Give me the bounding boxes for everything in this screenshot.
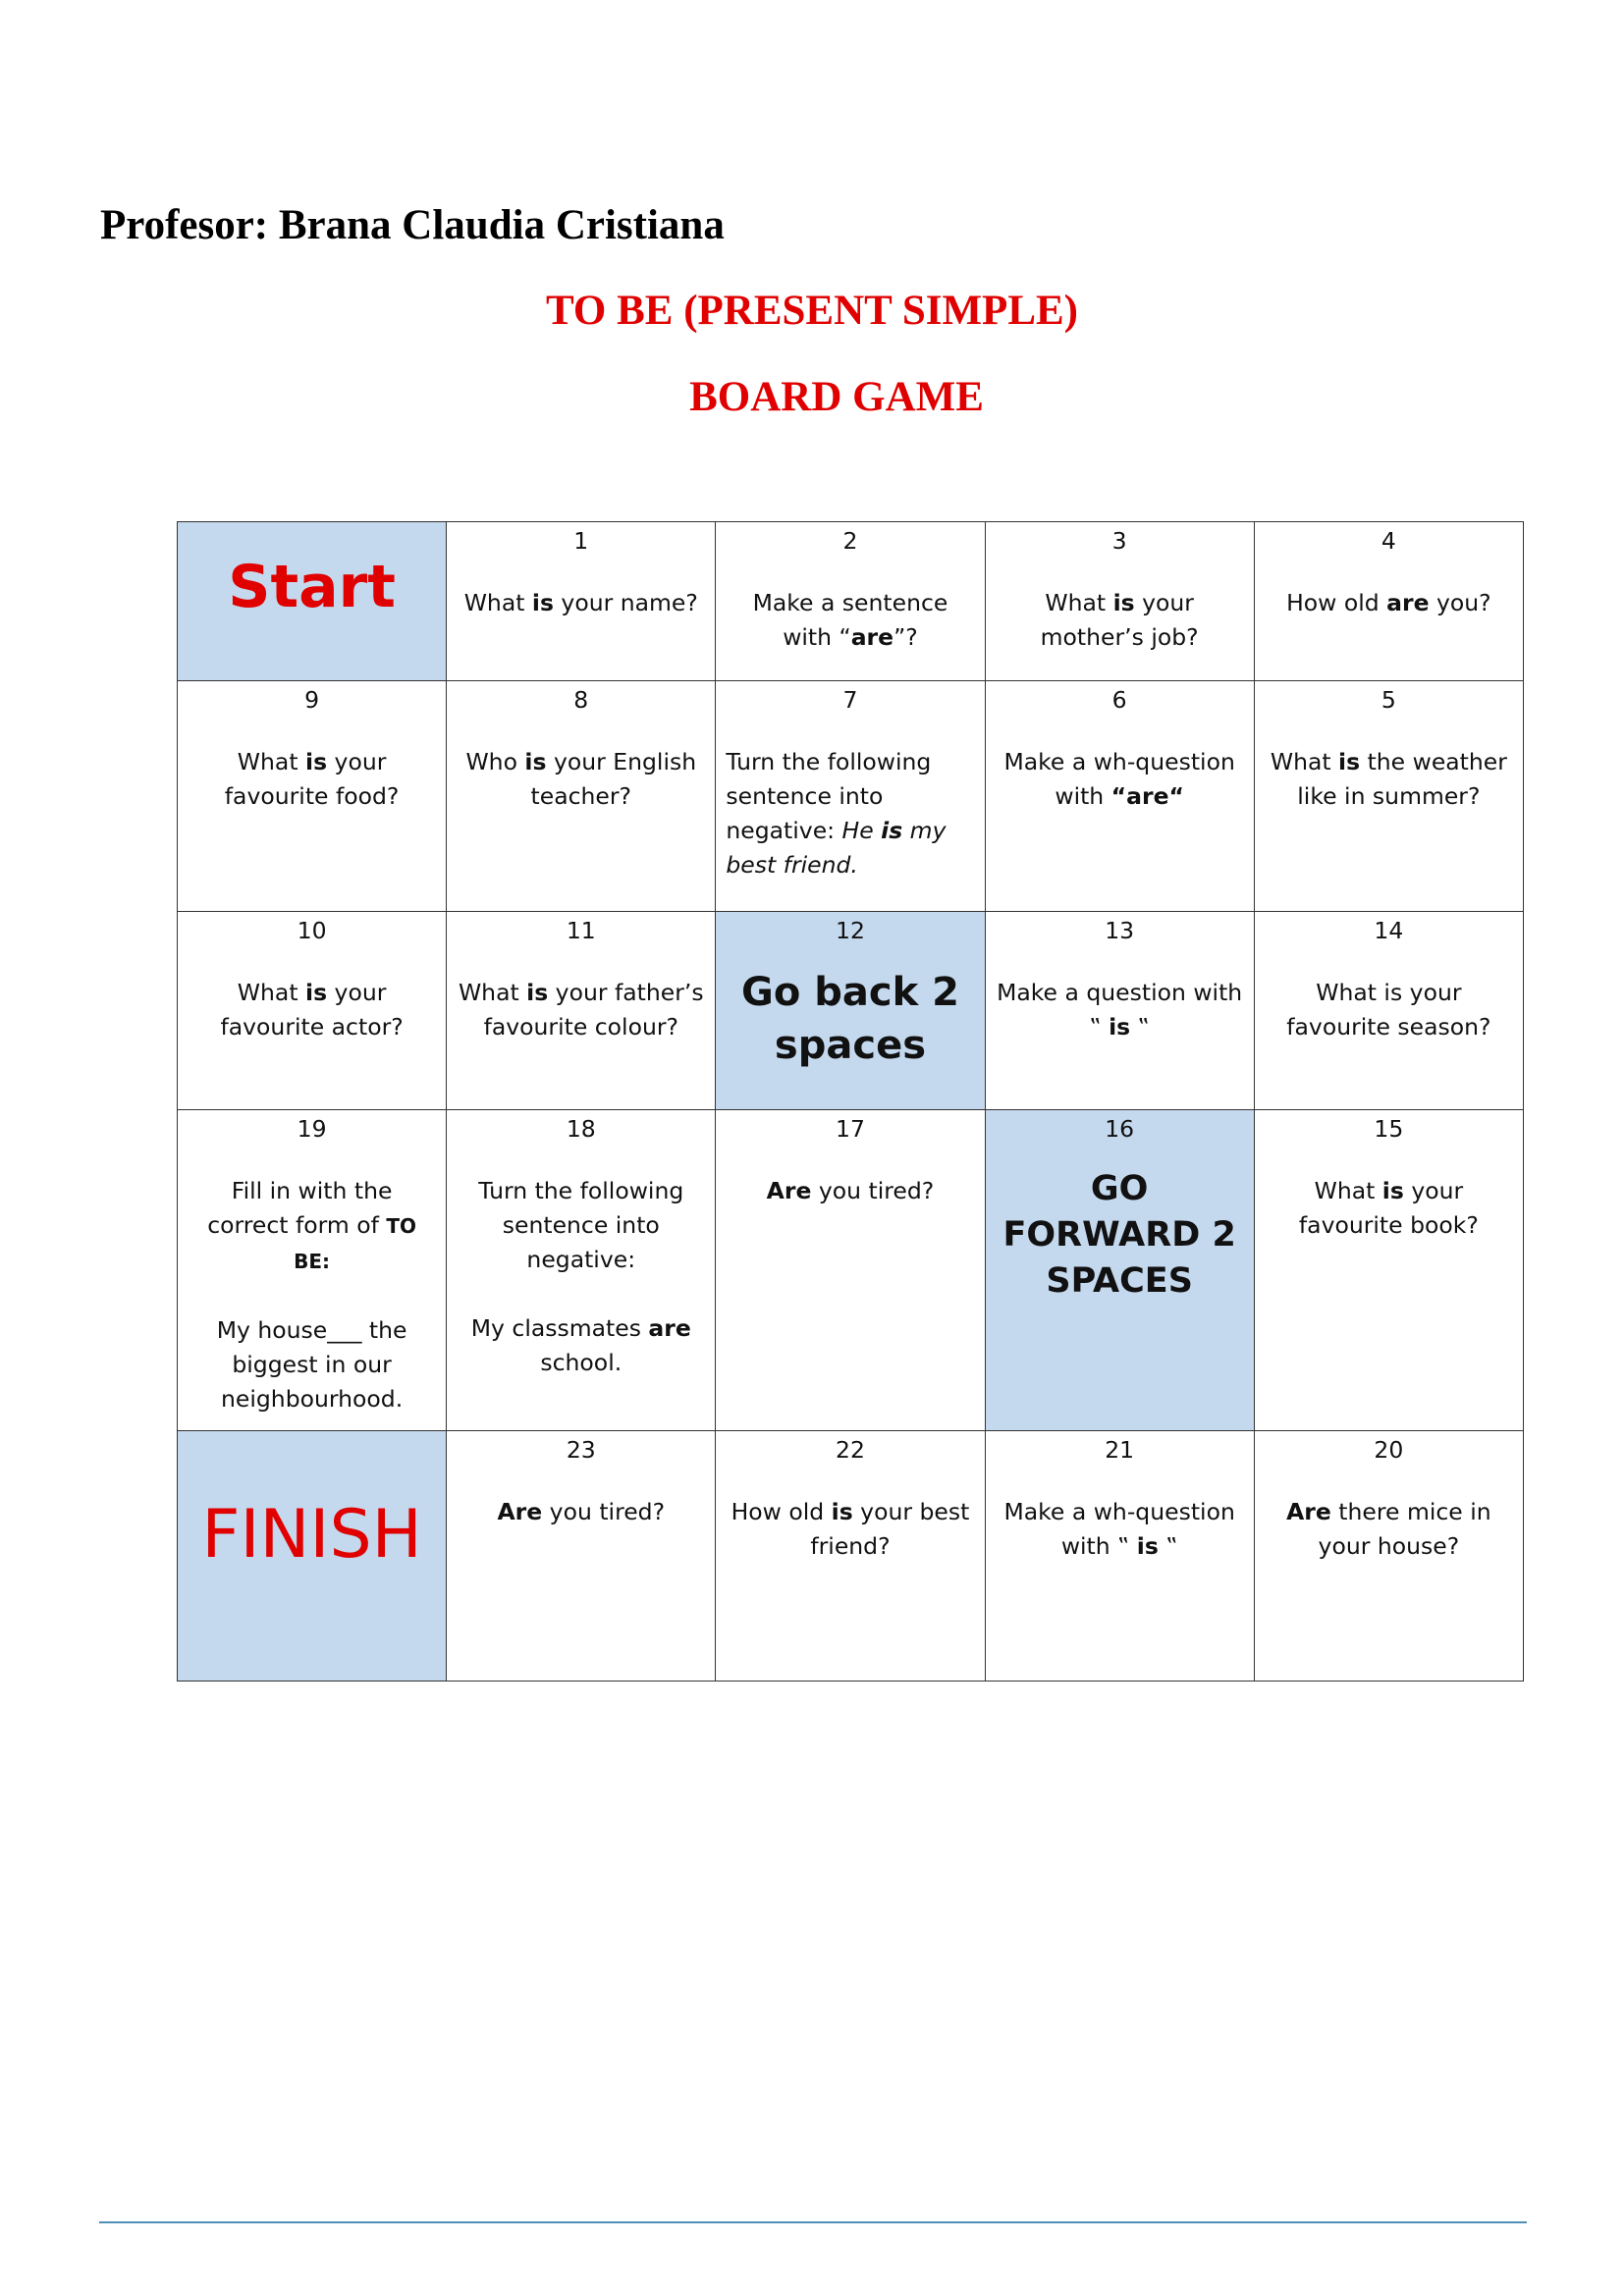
cell-number: 20 [1374, 1436, 1404, 1464]
emphasis-text: is [1381, 1177, 1404, 1204]
emphasis-text: is [1136, 1532, 1159, 1560]
prompt-paragraph [457, 976, 705, 1044]
cell-number: 10 [297, 917, 327, 944]
prompt-text: What [237, 979, 306, 1006]
cell-prompt [996, 586, 1244, 655]
cell-number: 7 [842, 686, 858, 714]
cell-prompt [996, 745, 1244, 814]
cell-prompt [726, 745, 974, 882]
cell-prompt [457, 1495, 705, 1529]
cell-number: 19 [297, 1115, 327, 1143]
prompt-text: Make a wh-question with [1003, 748, 1235, 810]
prompt-paragraph [457, 1495, 705, 1529]
prompt-text: What [237, 748, 306, 775]
emphasis-text: are [1386, 589, 1430, 616]
board-cell [716, 1110, 985, 1431]
prompt-text: ”? [893, 623, 918, 651]
prompt-text: Fill in with the correct form of [207, 1177, 393, 1239]
professor-name: Profesor: Brana Claudia Cristiana [100, 202, 725, 248]
prompt-text: Turn the following sentence into negative: [478, 1177, 684, 1273]
cell-prompt [726, 1174, 974, 1208]
prompt-text: your father’s favourite colour? [483, 979, 704, 1041]
board-row [178, 522, 1524, 681]
prompt-text: you tired? [542, 1498, 666, 1525]
emphasis-text: is [831, 1498, 853, 1525]
board-cell [985, 912, 1254, 1110]
prompt-paragraph [457, 586, 705, 620]
board-cell [1254, 522, 1523, 681]
board-cell-forward [985, 1110, 1254, 1431]
prompt-paragraph [1265, 1174, 1513, 1243]
board-cell [178, 681, 447, 912]
board-cell [447, 1110, 716, 1431]
cell-number: 1 [573, 527, 589, 555]
prompt-paragraph [726, 1174, 974, 1208]
prompt-text: Make a question with ‟ [997, 979, 1243, 1041]
emphasis-text: are [648, 1314, 691, 1342]
cell-number: 17 [836, 1115, 865, 1143]
cell-number: 21 [1105, 1436, 1135, 1464]
board-row [178, 912, 1524, 1110]
prompt-text: My classmates [470, 1314, 649, 1342]
board-cell [985, 681, 1254, 912]
prompt-text: your favourite actor? [220, 979, 404, 1041]
cell-prompt [1265, 1495, 1513, 1564]
prompt-text: How old [1286, 589, 1387, 616]
emphasis-text: is [1109, 1013, 1131, 1041]
finish-label: FINISH [201, 1496, 422, 1574]
prompt-text: my best friend. [726, 817, 947, 879]
prompt-paragraph [188, 1174, 436, 1279]
board-cell [716, 522, 985, 681]
prompt-text: What is your favourite season? [1286, 979, 1491, 1041]
cell-number: 22 [836, 1436, 865, 1464]
cell-number: 18 [566, 1115, 596, 1143]
prompt-text: Make a sentence with “ [752, 589, 948, 651]
cell-prompt [1265, 745, 1513, 814]
document-title: TO BE (PRESENT SIMPLE) [545, 288, 1078, 334]
start-label: Start [228, 553, 396, 621]
prompt-text: What [1045, 589, 1113, 616]
cell-prompt [457, 586, 705, 620]
board-cell-start [178, 522, 447, 681]
board-row [178, 681, 1524, 912]
board-cell [1254, 912, 1523, 1110]
cell-prompt [1265, 976, 1513, 1044]
forward-label: GO FORWARD 2 SPACES [1002, 1169, 1236, 1301]
cell-prompt [188, 1174, 436, 1416]
prompt-paragraph [1265, 745, 1513, 814]
emphasis-text: is [305, 748, 328, 775]
prompt-paragraph [188, 976, 436, 1044]
board-cell [1254, 681, 1523, 912]
prompt-text: you? [1429, 589, 1491, 616]
prompt-paragraph [726, 745, 974, 882]
prompt-text: What [463, 589, 532, 616]
cell-prompt [996, 1495, 1244, 1564]
board-row [178, 1110, 1524, 1431]
cell-prompt [996, 976, 1244, 1044]
prompt-paragraph [996, 976, 1244, 1044]
prompt-text: the weather like in summer? [1297, 748, 1507, 810]
back-label: Go back 2 spaces [741, 970, 959, 1068]
emphasis-text: Are [497, 1498, 543, 1525]
prompt-text: What [1270, 748, 1339, 775]
board-cell [447, 681, 716, 912]
emphasis-text: Are [766, 1177, 812, 1204]
prompt-text: school. [540, 1349, 623, 1376]
cell-number: 16 [1105, 1115, 1135, 1143]
prompt-paragraph [1265, 1495, 1513, 1564]
prompt-text: your mother’s job? [1040, 589, 1199, 651]
prompt-text: He [841, 817, 882, 844]
board-cell-back [716, 912, 985, 1110]
cell-number: 9 [304, 686, 320, 714]
cell-number: 13 [1105, 917, 1135, 944]
prompt-text: Make a wh-question with ‟ [1003, 1498, 1235, 1560]
prompt-text: your name? [553, 589, 698, 616]
emphasis-text: is [1112, 589, 1135, 616]
cell-number: 11 [566, 917, 596, 944]
emphasis-text: is [531, 589, 554, 616]
emphasis-text: “are“ [1110, 782, 1184, 810]
board-cell [1254, 1431, 1523, 1682]
cell-number: 4 [1380, 527, 1396, 555]
cell-prompt [457, 1174, 705, 1380]
emphasis-text: is [526, 979, 549, 1006]
emphasis-text: is [524, 748, 547, 775]
prompt-paragraph [457, 745, 705, 814]
prompt-text: there mice in your house? [1318, 1498, 1491, 1560]
emphasis-text: are [850, 623, 894, 651]
prompt-text: your favourite book? [1298, 1177, 1479, 1239]
cell-number: 5 [1380, 686, 1396, 714]
board-cell [716, 1431, 985, 1682]
cell-number: 14 [1374, 917, 1404, 944]
board-cell [178, 1110, 447, 1431]
cell-number: 15 [1374, 1115, 1404, 1143]
cell-number: 12 [836, 917, 865, 944]
emphasis-text: Are [1286, 1498, 1331, 1525]
prompt-paragraph [1265, 976, 1513, 1044]
board-cell [985, 522, 1254, 681]
document-subtitle: BOARD GAME [689, 374, 984, 420]
cell-number: 6 [1111, 686, 1127, 714]
cell-prompt [726, 1495, 974, 1564]
board-cell [447, 912, 716, 1110]
prompt-text: your English teacher? [530, 748, 697, 810]
prompt-text: Turn the following sentence into negative: [726, 748, 932, 844]
cell-prompt [1265, 586, 1513, 620]
prompt-text: you tired? [811, 1177, 935, 1204]
emphasis-text: TO BE: [294, 1214, 416, 1273]
prompt-paragraph [457, 1311, 705, 1380]
prompt-text: ‟ [1130, 1013, 1150, 1041]
emphasis-text: is [881, 817, 903, 844]
board-cell-finish [178, 1431, 447, 1682]
cell-prompt [457, 745, 705, 814]
cell-number: 23 [566, 1436, 596, 1464]
prompt-paragraph [188, 745, 436, 814]
board-row [178, 1431, 1524, 1682]
prompt-text: your best friend? [810, 1498, 970, 1560]
board-cell [447, 1431, 716, 1682]
board-cell [1254, 1110, 1523, 1431]
prompt-paragraph [726, 1495, 974, 1564]
prompt-text: What [458, 979, 527, 1006]
emphasis-text: is [1338, 748, 1361, 775]
board-cell [178, 912, 447, 1110]
board-game-grid [177, 521, 1524, 1682]
prompt-paragraph [996, 1495, 1244, 1564]
prompt-paragraph [996, 745, 1244, 814]
prompt-text: ‟ [1158, 1532, 1178, 1560]
board-cell [716, 681, 985, 912]
cell-prompt [457, 976, 705, 1044]
footer-rule [99, 2221, 1527, 2223]
prompt-text: Who [465, 748, 525, 775]
cell-number: 2 [842, 527, 858, 555]
prompt-paragraph [1265, 586, 1513, 620]
cell-prompt [1265, 1174, 1513, 1243]
emphasis-text: is [305, 979, 328, 1006]
cell-number: 8 [573, 686, 589, 714]
cell-prompt [188, 976, 436, 1044]
cell-number: 3 [1111, 527, 1127, 555]
prompt-paragraph [996, 586, 1244, 655]
prompt-paragraph [726, 586, 974, 655]
board-cell [985, 1431, 1254, 1682]
cell-prompt [726, 586, 974, 655]
prompt-paragraph [457, 1174, 705, 1277]
cell-prompt [188, 745, 436, 814]
board-cell [447, 522, 716, 681]
prompt-paragraph [188, 1313, 436, 1416]
prompt-text: My house___ the biggest in our neighbourhood. [216, 1316, 407, 1413]
prompt-text: How old [731, 1498, 832, 1525]
prompt-text: What [1314, 1177, 1382, 1204]
prompt-text: your favourite food? [224, 748, 400, 810]
